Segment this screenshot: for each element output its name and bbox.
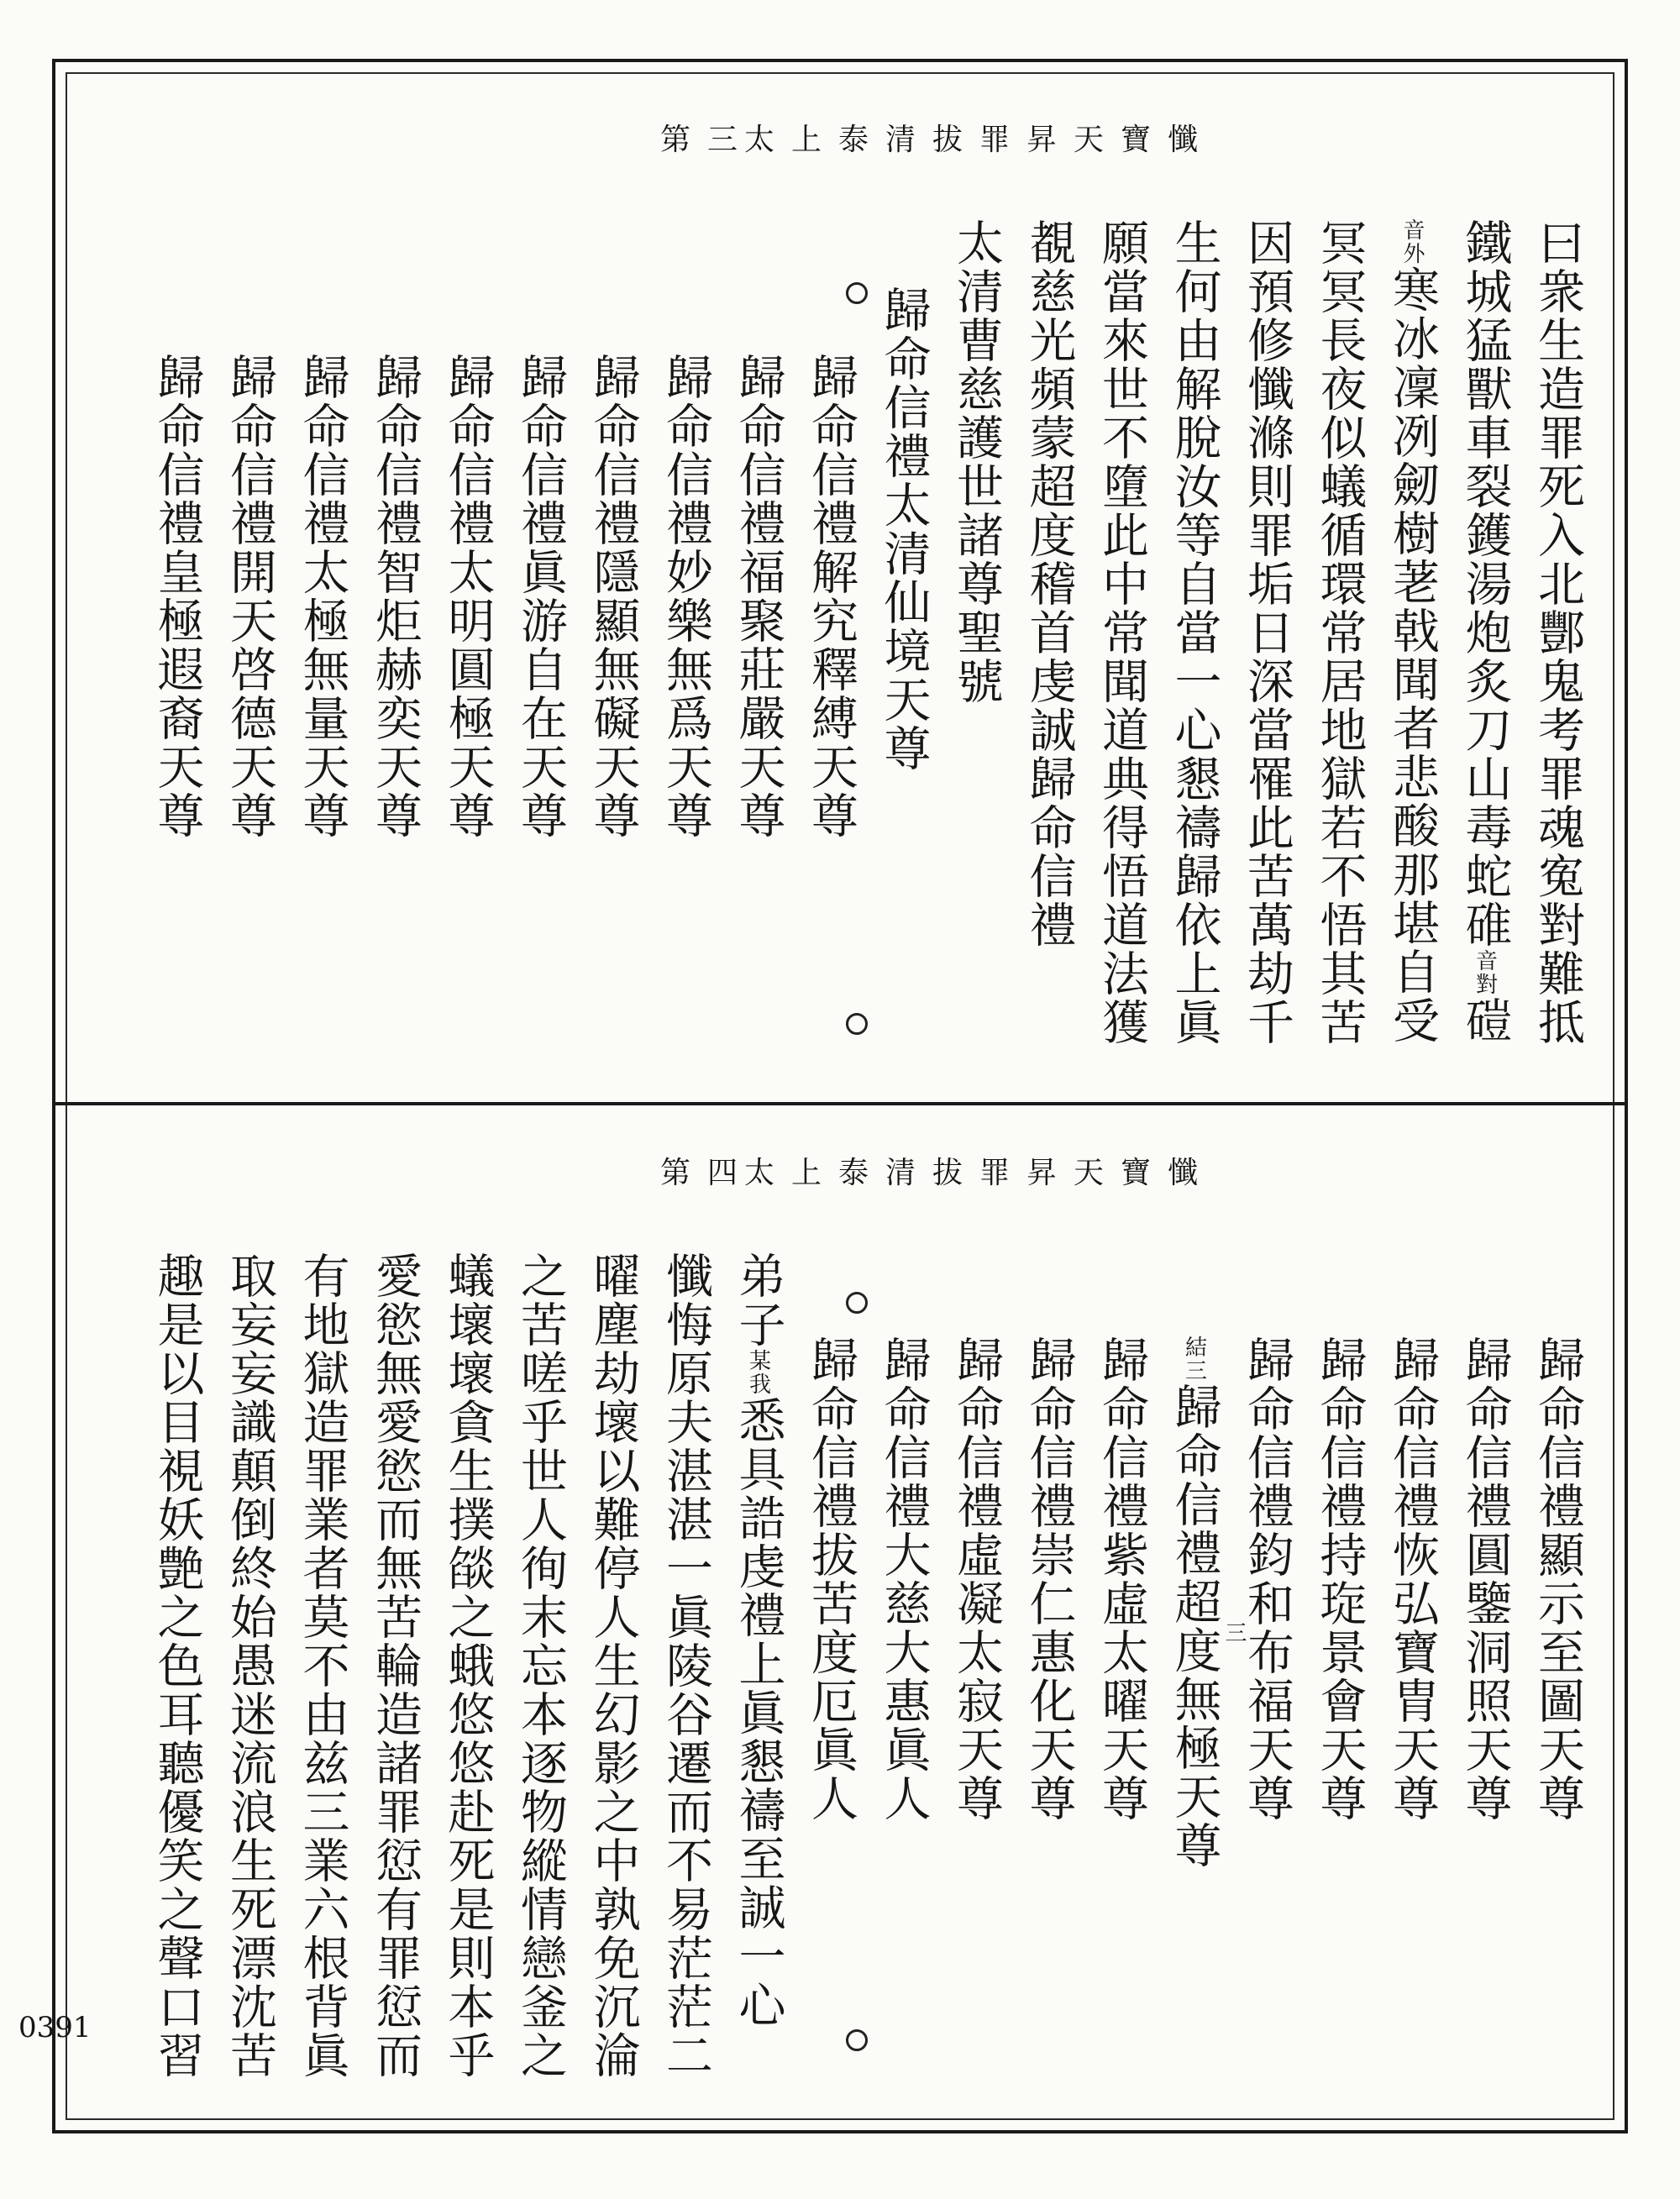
binding-hole <box>846 1013 868 1035</box>
column-text: 歸命信禮妙樂無爲天尊 <box>659 353 713 840</box>
interlinear-note: 結三 <box>1181 1336 1207 1383</box>
column-text: 歸命信禮紫虛太曜天尊 <box>1095 1336 1149 1823</box>
bottom-header-title: 太上泰清拔罪昇天寶懺 <box>744 1156 1215 1190</box>
bottom-text-column <box>731 1252 786 2029</box>
top-text-column <box>949 218 1004 706</box>
page-divider <box>55 1102 1625 1105</box>
bottom-text-column <box>223 1252 277 2080</box>
column-text: 歸命信禮崇仁惠化天尊 <box>1021 1336 1077 1823</box>
top-header-section-wrap <box>660 116 754 159</box>
page-number-digits: 0391 <box>18 2011 92 2044</box>
column-text: 歸命信禮智炬赫奕天尊 <box>368 353 423 840</box>
bottom-text-column <box>1095 1336 1149 1823</box>
column-text: 歸命信禮超度無極天尊 <box>1167 1383 1222 1870</box>
bottom-text-column <box>659 1252 713 2080</box>
binding-hole <box>846 282 868 304</box>
column-text: 歸命信禮太極無量天尊 <box>295 353 350 840</box>
bottom-text-column <box>1021 1336 1077 1823</box>
top-text-column <box>876 286 932 773</box>
column-text: 歸命信禮太明圓極天尊 <box>440 353 496 840</box>
bottom-text-column <box>1530 1336 1585 1823</box>
column-text: 歸命信禮隱顯無礙天尊 <box>585 353 641 840</box>
top-text-column <box>1095 218 1149 1047</box>
top-text-column <box>1167 218 1222 1047</box>
column-text: 太清曹慈護世諸尊聖號 <box>949 218 1004 706</box>
bottom-text-column <box>876 1336 932 1823</box>
top-text-column <box>223 353 277 840</box>
top-header-title: 太上泰清拔罪昇天寶懺 <box>744 123 1215 157</box>
column-text: 願當來世不墮此中常聞道典得悟道法獲 <box>1095 218 1149 1047</box>
column-text: 歸命信禮鈞和布福天尊 <box>1240 1336 1294 1823</box>
bottom-panel <box>81 1117 1609 2121</box>
column-text: 歸命信禮拔苦度厄眞人 <box>804 1336 858 1823</box>
bottom-text-column <box>513 1252 568 2080</box>
top-text-column <box>804 353 858 840</box>
column-text: 曰衆生造罪死入北酆鬼考罪魂寃對難抵 <box>1530 218 1585 1047</box>
bottom-running-header <box>744 1149 1265 1192</box>
column-text: 取妄妄識顛倒終始愚迷流浪生死漂沈苦 <box>223 1252 277 2080</box>
bottom-text-column <box>585 1252 641 2080</box>
column-text: 歸命信禮持琁景會天尊 <box>1312 1336 1368 1823</box>
column-text: 歸命信禮圓鑒洞照天尊 <box>1457 1336 1513 1823</box>
column-text: 歸命信禮解究釋縛天尊 <box>804 353 858 840</box>
bottom-header-section: 第四 <box>660 1156 755 1190</box>
top-panel <box>81 84 1609 1092</box>
column-text: 歸命信禮大慈大惠眞人 <box>876 1336 932 1823</box>
column-text: 之苦嗟乎世人徇末忘本逐物縱情戀釜之 <box>513 1252 568 2080</box>
column-text: 冥冥長夜似蟻循環常居地獄若不悟其苦 <box>1312 218 1368 1047</box>
binding-hole <box>846 1292 868 1314</box>
interlinear-note: 音對 <box>1472 949 1498 996</box>
top-text-column <box>731 353 786 840</box>
top-text-column <box>150 353 205 840</box>
bottom-text-column <box>804 1336 858 1823</box>
bottom-side-mark: 三 <box>1221 1621 1247 1645</box>
column-text: 弟子 <box>731 1252 786 1349</box>
column-text: 歸命信禮皇極遐裔天尊 <box>150 353 205 840</box>
interlinear-note: 某我 <box>745 1349 771 1396</box>
column-text: 歸命信禮顯示至圖天尊 <box>1530 1336 1585 1823</box>
bottom-text-column <box>1385 1336 1440 1823</box>
column-text: 曜塵劫壞以難停人生幻影之中孰免沉淪 <box>585 1252 641 2080</box>
top-text-column <box>440 353 496 840</box>
top-text-column <box>1240 218 1294 1047</box>
bottom-text-column <box>150 1252 205 2080</box>
column-text-tail: 磑 <box>1457 996 1513 1045</box>
top-header-section: 第三 <box>660 123 755 157</box>
page-number <box>18 2011 92 2044</box>
top-text-column <box>1021 218 1077 949</box>
column-text: 懺悔原夫湛湛一眞陵谷遷而不易茫茫二 <box>659 1252 713 2080</box>
column-text: 生何由解脫汝等自當一心懇禱歸依上眞 <box>1167 218 1222 1047</box>
top-text-column <box>368 353 423 840</box>
column-text: 蟻壞壞貪生撲燄之蛾悠悠赴死是則本乎 <box>440 1252 496 2080</box>
top-text-column <box>513 353 568 840</box>
top-text-column <box>659 353 713 840</box>
bottom-text-column <box>295 1252 350 2080</box>
top-text-column <box>1312 218 1368 1047</box>
bottom-text-column <box>1312 1336 1368 1823</box>
bottom-text-column <box>1167 1336 1222 1870</box>
bottom-text-column <box>440 1252 496 2080</box>
top-text-column <box>1457 218 1513 1045</box>
column-text: 歸命信禮太清仙境天尊 <box>876 286 932 773</box>
column-text: 因預修懺滌則罪垢日深當罹此苦萬劫千 <box>1240 218 1294 1047</box>
bottom-text-column <box>949 1336 1004 1823</box>
column-text: 愛慾無愛慾而無苦輪造諸罪愆有罪愆而 <box>368 1252 423 2080</box>
interlinear-note: 音外 <box>1399 218 1425 265</box>
top-text-column <box>1530 218 1585 1047</box>
top-running-header <box>744 116 1265 159</box>
column-text: 覩慈光頻蒙超度稽首虔誠歸命信禮 <box>1021 218 1077 949</box>
column-text: 鐵城猛獸車裂鑊湯炮炙刀山毒蛇碓 <box>1457 218 1513 949</box>
column-text: 寒冰凜冽劒樹荖戟聞者悲酸那堪自受 <box>1385 265 1440 1045</box>
bottom-header-section-wrap <box>660 1149 754 1192</box>
column-text: 歸命信禮福聚莊嚴天尊 <box>731 353 786 840</box>
bottom-text-column <box>368 1252 423 2080</box>
column-text: 歸命信禮虛凝太寂天尊 <box>949 1336 1004 1823</box>
top-text-column <box>585 353 641 840</box>
column-text: 歸命信禮眞游自在天尊 <box>513 353 568 840</box>
column-text: 歸命信禮開天啓德天尊 <box>223 353 277 840</box>
top-text-column <box>1385 218 1440 1045</box>
top-text-column <box>295 353 350 840</box>
column-text: 歸命信禮恢弘寶胄天尊 <box>1385 1336 1440 1823</box>
bottom-text-column <box>1240 1336 1294 1823</box>
column-text: 趣是以目視妖艶之色耳聽優笑之聲口習 <box>150 1252 205 2080</box>
column-text: 有地獄造罪業者莫不由兹三業六根背眞 <box>295 1252 350 2080</box>
column-text-tail: 悉具誥虔禮上眞懇禱至誠一心 <box>731 1396 786 2029</box>
bottom-text-column <box>1457 1336 1513 1823</box>
binding-hole <box>846 2029 868 2051</box>
